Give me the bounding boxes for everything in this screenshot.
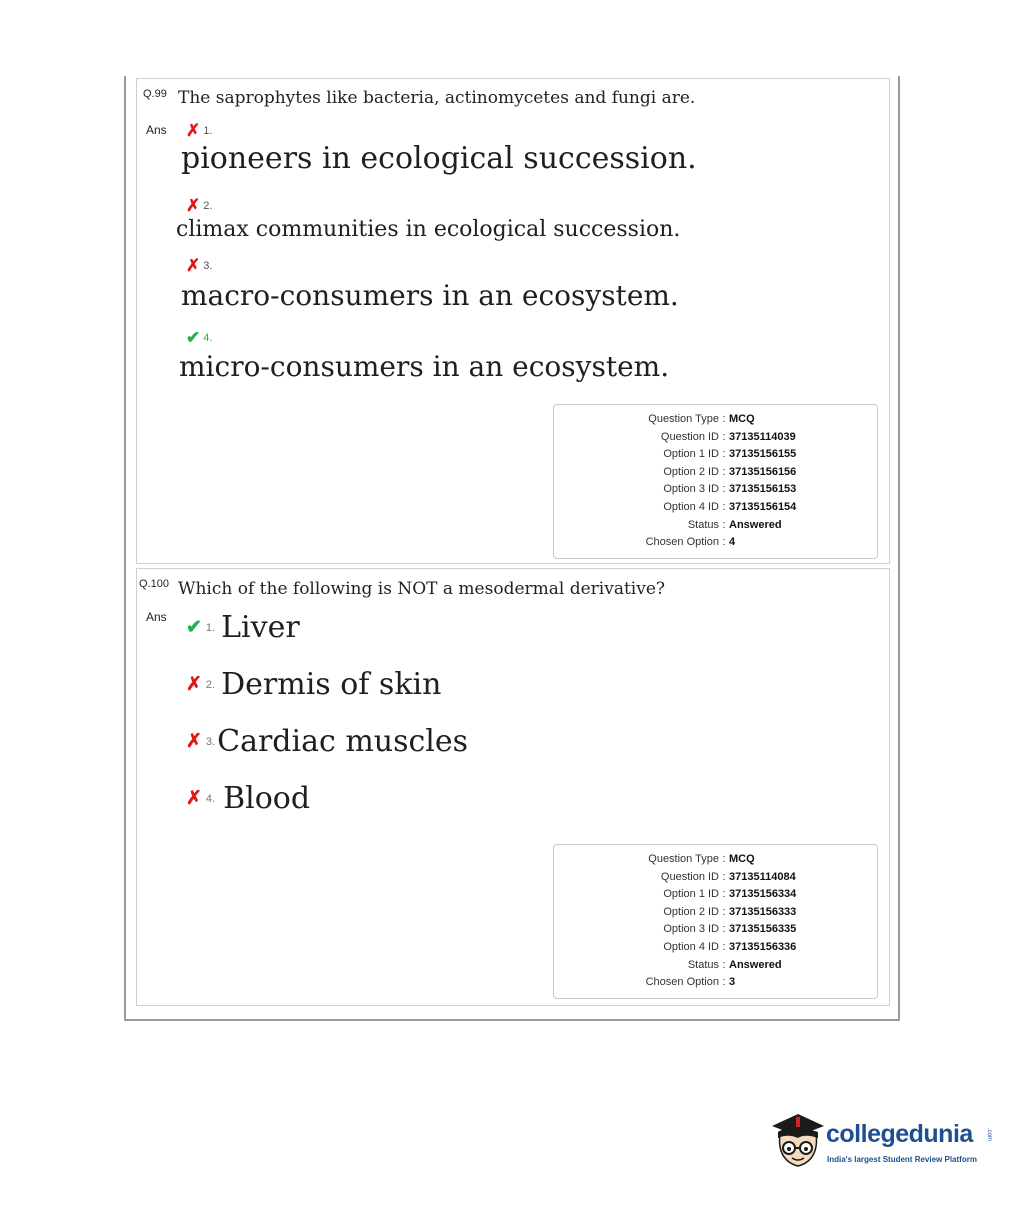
info-row-question-id: Question ID : 37135114084 bbox=[660, 870, 796, 883]
info-row-chosen-option: Chosen Option : 3 bbox=[645, 976, 736, 989]
option-2-row: ✗ 2. Dermis of skin bbox=[186, 667, 442, 702]
option-4-row: ✗ 4. Blood bbox=[186, 781, 311, 816]
option-4-text: micro-consumers in an ecosystem. bbox=[179, 350, 670, 383]
brand-suffix: .com bbox=[986, 1128, 992, 1142]
mascot-icon bbox=[768, 1104, 826, 1174]
info-row-option-1-id: Option 1 ID : 37135156334 bbox=[663, 888, 797, 901]
option-3-text: macro-consumers in an ecosystem. bbox=[181, 279, 679, 312]
info-row-option-3-id: Option 3 ID : 37135156335 bbox=[663, 923, 797, 936]
info-row-option-2-id: Option 2 ID : 37135156333 bbox=[663, 905, 797, 918]
brand-name: collegedunia bbox=[826, 1120, 973, 1148]
option-1-text: Liver bbox=[221, 610, 300, 645]
info-row-question-type: Question Type : MCQ bbox=[648, 413, 755, 425]
answer-label: Ans bbox=[146, 610, 167, 624]
check-icon: ✔ bbox=[186, 328, 201, 348]
question-info-panel bbox=[553, 404, 878, 559]
info-row-question-id: Question ID : 37135114039 bbox=[660, 430, 796, 443]
info-row-status: Status : Answered bbox=[687, 518, 782, 531]
info-row-option-2-id: Option 2 ID : 37135156156 bbox=[663, 465, 797, 478]
option-1-mark: ✗ 1. bbox=[186, 121, 213, 141]
option-3-text: Cardiac muscles bbox=[217, 724, 469, 759]
option-3-row: ✗ 3. Cardiac muscles bbox=[186, 724, 469, 759]
info-row-option-1-id: Option 1 ID : 37135156155 bbox=[663, 448, 797, 461]
option-2-text: climax communities in ecological succession. bbox=[176, 217, 681, 242]
collegedunia-logo bbox=[768, 1104, 998, 1174]
option-1-text: pioneers in ecological succession. bbox=[181, 141, 697, 176]
info-row-option-3-id: Option 3 ID : 37135156153 bbox=[663, 483, 797, 496]
info-row-status: Status : Answered bbox=[687, 958, 782, 971]
info-row-option-4-id: Option 4 ID : 37135156154 bbox=[663, 500, 797, 513]
option-1-row: ✔ 1. Liver bbox=[186, 610, 300, 645]
cross-icon: ✗ bbox=[186, 121, 201, 141]
option-2-text: Dermis of skin bbox=[221, 667, 442, 702]
option-2-mark: ✗ 2. bbox=[186, 196, 213, 216]
cross-icon: ✗ bbox=[186, 788, 202, 809]
question-number: Q.100 bbox=[139, 578, 169, 590]
info-row-chosen-option: Chosen Option : 4 bbox=[645, 536, 736, 549]
info-row-option-4-id: Option 4 ID : 37135156336 bbox=[663, 940, 797, 953]
option-4-mark: ✔ 4. bbox=[186, 328, 213, 348]
cross-icon: ✗ bbox=[186, 256, 201, 276]
question-text: Which of the following is NOT a mesodermal derivative? bbox=[178, 579, 666, 599]
cross-icon: ✗ bbox=[186, 196, 201, 216]
option-4-text: Blood bbox=[223, 781, 311, 816]
info-row-question-type: Question Type : MCQ bbox=[648, 853, 755, 865]
answer-label: Ans bbox=[146, 123, 167, 137]
cross-icon: ✗ bbox=[186, 674, 202, 695]
check-icon: ✔ bbox=[186, 617, 202, 638]
question-text: The saprophytes like bacteria, actinomycetes and fungi are. bbox=[178, 88, 696, 108]
question-info-panel bbox=[553, 844, 878, 999]
brand-tagline: India's largest Student Review Platform bbox=[827, 1155, 977, 1164]
cross-icon: ✗ bbox=[186, 731, 202, 752]
option-3-mark: ✗ 3. bbox=[186, 256, 213, 276]
question-number: Q.99 bbox=[143, 88, 167, 100]
